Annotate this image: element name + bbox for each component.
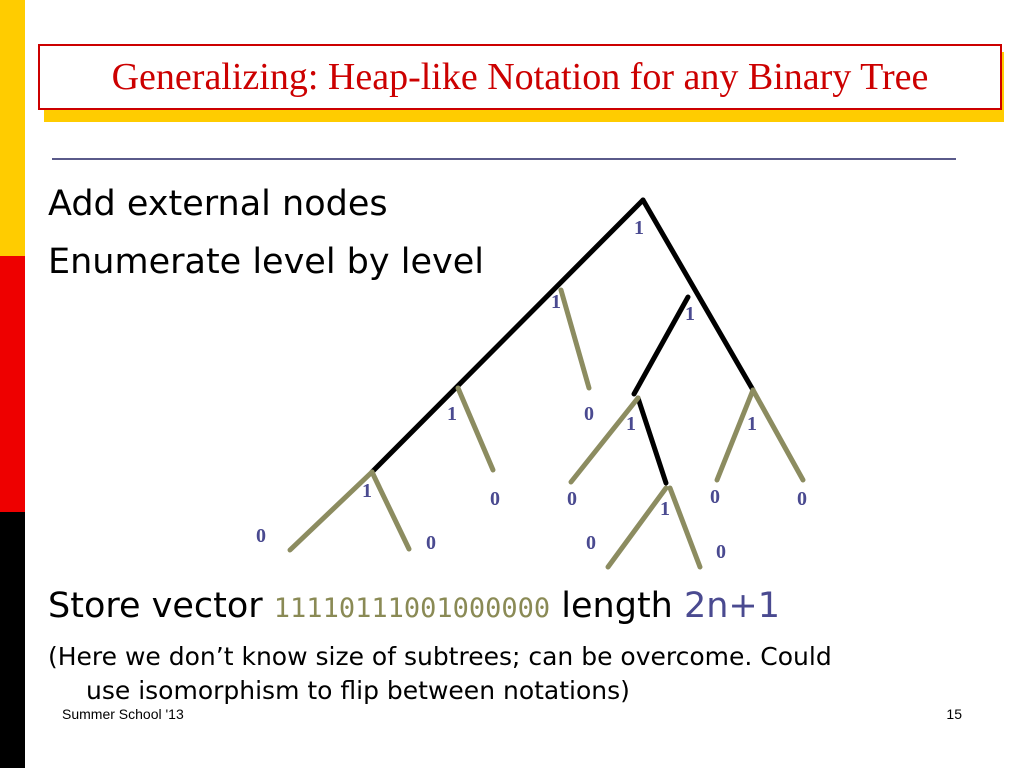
bullet-enumerate-level: Enumerate level by level — [48, 242, 484, 282]
node-label: 0 — [584, 403, 594, 425]
external-edge — [372, 472, 409, 549]
internal-edge — [643, 200, 753, 390]
external-edge — [608, 488, 666, 567]
note-paragraph — [48, 640, 978, 708]
external-edge — [290, 472, 372, 550]
store-prefix: Store vector — [48, 586, 263, 626]
internal-edge — [372, 200, 643, 472]
node-label: 0 — [716, 541, 726, 563]
bullet-add-external-nodes: Add external nodes — [48, 184, 388, 224]
node-label: 1 — [362, 480, 372, 502]
note-line-2: use isomorphism to flip between notations) — [86, 676, 630, 705]
external-edge — [753, 390, 803, 480]
node-label: 0 — [490, 488, 500, 510]
external-edge — [670, 488, 700, 567]
node-label: 1 — [685, 303, 695, 325]
external-edge — [458, 388, 493, 470]
internal-edge — [634, 297, 688, 394]
external-edge — [571, 398, 638, 482]
node-label: 0 — [567, 488, 577, 510]
bullet-store-vector — [48, 586, 780, 626]
page-number: 15 — [946, 706, 962, 722]
footer-course: Summer School '13 — [62, 706, 184, 722]
node-label: 0 — [797, 488, 807, 510]
node-label: 1 — [660, 498, 670, 520]
external-edge — [717, 390, 753, 480]
tree-edges — [290, 200, 803, 567]
note-line-1: (Here we don’t know size of subtrees; can be overcome. Could — [48, 642, 832, 671]
external-edge — [561, 290, 589, 388]
node-label: 1 — [626, 413, 636, 435]
node-label: 1 — [747, 413, 757, 435]
node-label: 0 — [426, 532, 436, 554]
tree-labels — [256, 217, 807, 563]
node-label: 1 — [634, 217, 644, 239]
store-vector-value: 11110111001000000 — [273, 593, 551, 624]
slide-title: Generalizing: Heap-like Notation for any Binary Tree — [111, 56, 929, 98]
node-label: 1 — [551, 291, 561, 313]
node-label: 0 — [586, 532, 596, 554]
store-length-expr: 2n+1 — [683, 586, 781, 626]
node-label: 0 — [710, 486, 720, 508]
node-label: 0 — [256, 525, 266, 547]
internal-edge — [638, 398, 666, 483]
node-label: 1 — [447, 403, 457, 425]
store-length-word: length — [561, 586, 673, 626]
